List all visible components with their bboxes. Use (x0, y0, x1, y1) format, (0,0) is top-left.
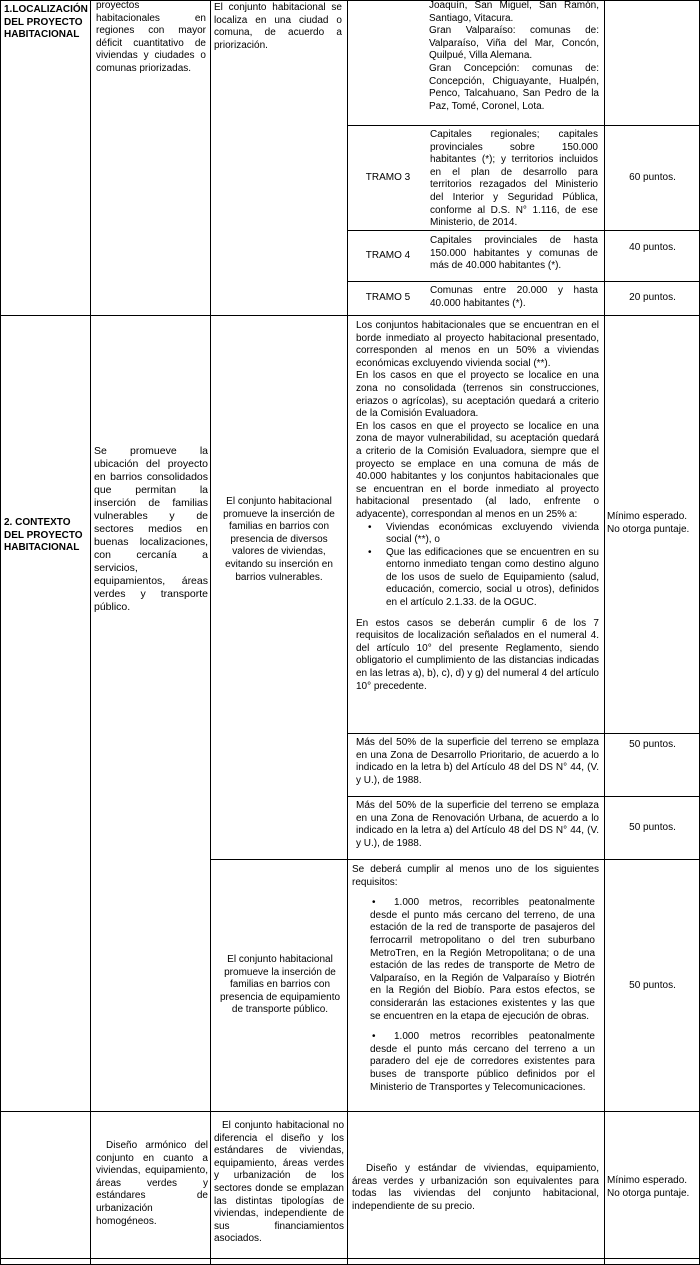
req1-bullets (356, 522, 599, 610)
section2-title: 2. CONTEXTO DEL PROYECTO HABITACIONAL (4, 517, 83, 554)
tramo-4-description: Capitales provinciales de hasta 150.000 habitantes y comunas de más de 40.000 habitantes (*). (430, 235, 598, 272)
tramo-5-description: Comunas entre 20.000 y hasta 40.000 habitantes (*). (430, 285, 598, 309)
tramo-3-description: Capitales regionales; capitales provinciales sobre 150.000 habitantes (*); y territorios incluidos en el plan de desarrollo para territorios rezagados del Ministerio del Interior y Seguridad Pública, conforme al D.S. N° 1.116, de ese Ministerio, de 2014. (430, 129, 598, 229)
section2-criterion-2: El conjunto habitacional promueve la inserción de familias en barrios con presencia de equipamiento de transporte público. (219, 954, 341, 1016)
col-divider-2 (210, 0, 211, 1265)
tramo-4-points: 40 puntos. (629, 241, 676, 253)
comunas-santiago: Joaquín, San Miguel, San Ramón, Santiago, Vitacura. (429, 0, 599, 24)
req1-para: En los casos en que el proyecto se localice en una zona no consolidada (terrenos sin construcciones, eriazos o agrícolas), su aceptación quedará a criterio de la Comisión Evaluadora. (356, 370, 599, 420)
req1-bullet: • Viviendas económicas excluyendo vivienda social (**), o (356, 522, 599, 547)
section2-requirement-3: Más del 50% de la superficie del terreno se emplaza en una Zona de Renovación Urbana, de acuerdo a lo indicado en la letra a) del Artículo 48 del DS N° 44, (V. y U.), de 1988. (356, 800, 599, 849)
req4-intro: Se deberá cumplir al menos uno de los siguientes requisitos: (352, 864, 599, 888)
section2-requirement-1-points: Mínimo esperado. No otorga puntaje. (607, 511, 690, 535)
section2-requirement-2: Más del 50% de la superficie del terreno se emplaza en una Zona de Desarrollo Prioritario, de acuerdo a lo indicado en la letra b) del Artículo 48 del DS N° 44, (V. y U.), de 1988. (356, 737, 599, 786)
row-divider (347, 733, 700, 734)
section2-requirement-3-points: 50 puntos. (629, 821, 676, 833)
req1-para: Los conjuntos habitacionales que se encuentran en el borde inmediato al proyecto habitacional presentado, corresponden al menos en un 50% a viviendas económicas excluyendo vivienda social (**). (356, 320, 599, 369)
row-divider (0, 1258, 700, 1259)
section2-requirement-4-points: 50 puntos. (629, 979, 676, 991)
comunas-valparaiso: Gran Valparaíso: comunas de: Valparaíso, Viña del Mar, Concón, Quilpué, Villa Alemana. (429, 25, 599, 62)
section3-points: Mínimo esperado. No otorga puntaje. (607, 1175, 690, 1199)
section2-criterion-1: El conjunto habitacional promueve la inserción de familias en barrios con presencia de diversos valores de viviendas, evitando su inserción en barrios vulnerables. (223, 496, 335, 583)
comunas-concepcion: Gran Concepción: comunas de: Concepción, Chiguayante, Hualpén, Penco, Talcahuano, San Pedro de la Paz, Tomé, Coronel, Lota. (429, 62, 599, 112)
tramo-5-points: 20 puntos. (629, 291, 676, 303)
section3-objective: Diseño armónico del conjunto en cuanto a viviendas, equipamiento, áreas verdes y estándares de urbanización homogéneos. (96, 1140, 208, 1227)
section2-requirement-2-points: 50 puntos. (629, 738, 676, 750)
section2-objective: Se promueve la ubicación del proyecto en barrios consolidados que permitan la inserción de familias vulnerables y de sectores medios en buenas localizaciones, con cercanía a servicios, equipamientos, áreas verdes y transporte público. (94, 445, 208, 613)
section3-criterion: El conjunto habitacional no diferencia el diseño y los estándares de viviendas, equipamiento, áreas verdes y urbanización de los sectores donde se emplazan las distintas tipologías de viviendas, independiente de sus financiamientos asociados. (214, 1120, 344, 1245)
tramo-3-points: 60 puntos. (629, 171, 676, 183)
comunas-list (429, 0, 599, 113)
section2-requirement-4 (352, 864, 599, 1094)
req1-closing: En estos casos se deberán cumplir 6 de los 7 requisitos de localización señalados en el numeral 4. del artículo 10° del presente Reglamento, siendo obligatorio el cumplimiento de las distancias indicadas en las letras a), b), c), d) y g) del numeral 4 del artículo 10° precedente. (356, 617, 599, 692)
req4-bullet: • 1.000 metros recorribles peatonalmente desde el punto más cercano del terreno a un paradero del eje de corredores existentes para buses de transporte público definidos por el Ministerio de Transportes y Telecomunicaciones. (370, 1031, 595, 1094)
tramo-5-label: TRAMO 5 (365, 292, 411, 304)
section3-requirement: Diseño y estándar de viviendas, equipamiento, áreas verdes y urbanización son equivalentes para todas las viviendas del conjunto habitacional, independiente de su precio. (352, 1163, 599, 1212)
req1-bullet: • Que las edificaciones que se encuentren en su entorno inmediato tengan como destino alguno de los usos de suelo de Equipamiento (salud, educación, comercio, social u otros), definidos en el artículo 2.1.33. de la OGUC. (356, 547, 599, 610)
section2-requirement-1 (356, 320, 599, 693)
col-divider-1 (90, 0, 91, 1265)
req4-bullet: • 1.000 metros, recorribles peatonalmente desde el punto más cercano del terreno, de una estación de la red de transporte de pasajeros del ferrocarril metropolitano o del tren suburbano MetroTren, en la Región Metropolitana; o de una estación de las redes de transporte de Metro de Valparaíso, en la Región de Valparaíso y Biotrén en la Región del Biobío. Para estos efectos, se considerarán las estaciones existentes y las que se encuentren en la etapa de ejecución de obras. (370, 897, 595, 1023)
tramo-3-label: TRAMO 3 (365, 171, 411, 183)
row-divider (347, 796, 700, 797)
section1-title: 1.LOCALIZACIÓN DEL PROYECTO HABITACIONAL (4, 4, 88, 41)
section-divider-2 (0, 1111, 700, 1112)
req4-bullets (352, 897, 599, 1094)
section-divider-1 (0, 315, 700, 316)
row-divider (210, 859, 700, 860)
section1-criterion: El conjunto habitacional se localiza en una ciudad o comuna, de acuerdo a priorización. (214, 2, 342, 51)
section1-objective: proyectos habitacionales en regiones con mayor déficit cuantitativo de viviendas y ciudades o comunas priorizadas. (96, 0, 206, 74)
tramo-4-label: TRAMO 4 (365, 249, 411, 261)
req1-para: En los casos en que el proyecto se localice en una zona de mayor vulnerabilidad, su aceptación quedará a criterio de la Comisión Evaluadora, siempre que el proyecto se emplace en una comuna de más de 40.000 habitantes y los conjuntos habitacionales que se encuentran en el borde inmediato al proyecto habitacional presentado (al lado, enfrente o adyacente), correspondan al menos en un 25% a: (356, 420, 599, 520)
